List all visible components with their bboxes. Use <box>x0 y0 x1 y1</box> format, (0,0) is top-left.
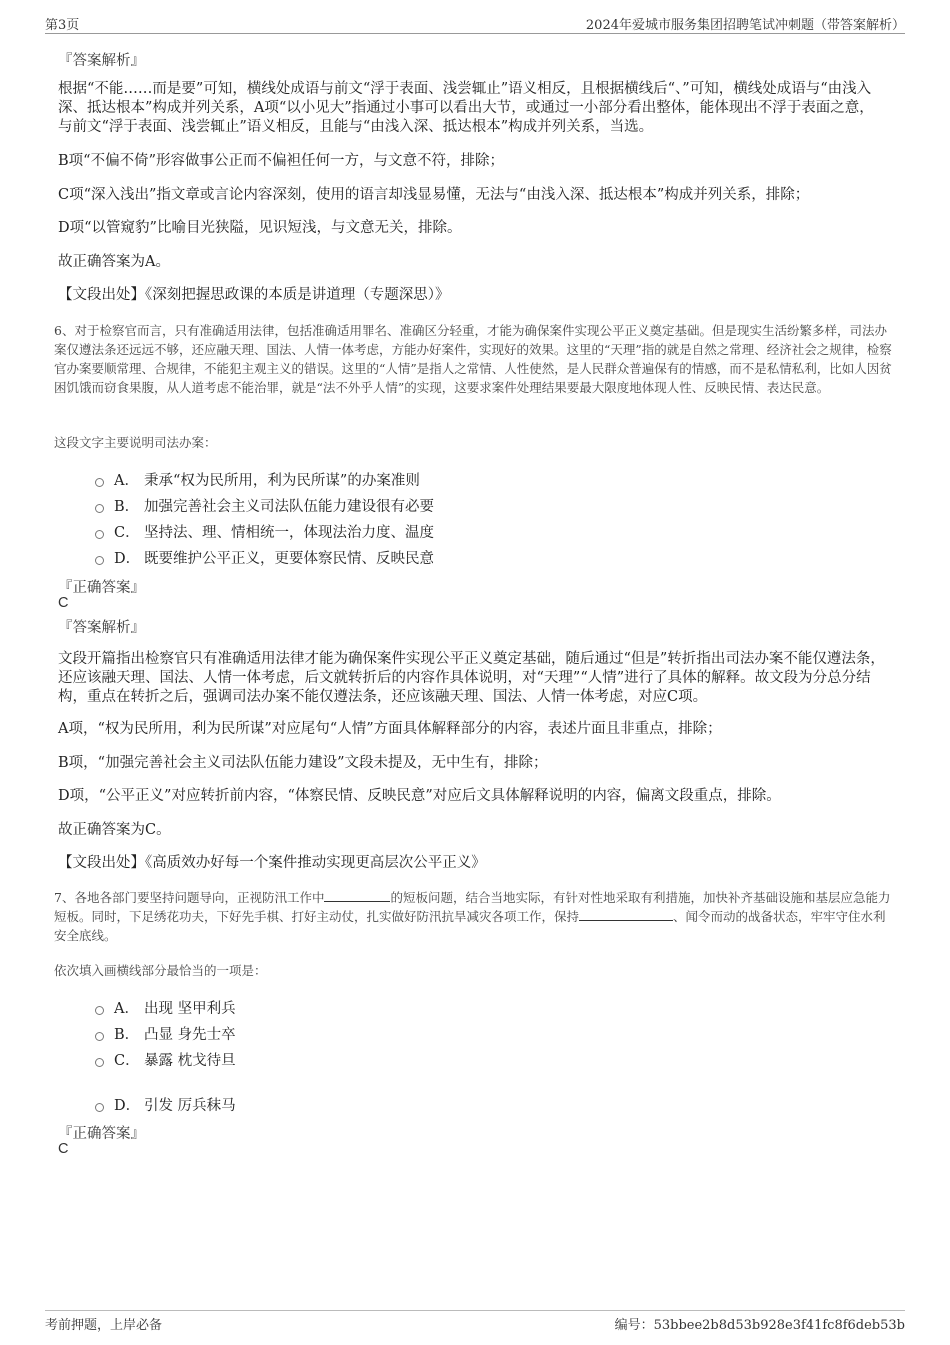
q7-stem-part: 7、各地各部门要坚持问题导向，正视防汛工作中 <box>54 890 325 905</box>
q7-option-d[interactable] <box>95 1094 236 1115</box>
option-key: A． <box>114 1001 139 1017</box>
q6-analysis-paragraph: B项，“加强完善社会主义司法队伍能力建设”文段未提及，无中生有，排除； <box>58 755 548 771</box>
q6-analysis-label: 『答案解析』 <box>58 620 145 636</box>
q6-option-a[interactable] <box>95 469 420 490</box>
option-text: 引发 厉兵秣马 <box>144 1098 236 1114</box>
radio-icon[interactable] <box>95 1058 104 1067</box>
q6-conclusion: 故正确答案为C。 <box>58 822 171 838</box>
radio-icon[interactable] <box>95 478 104 487</box>
q6-analysis-paragraph: A项，“权为民所用，利为民所谋”对应尾句“人情”方面具体解释部分的内容，表述片面且非重点，排除； <box>58 721 722 737</box>
option-text: 暴露 枕戈待旦 <box>144 1053 236 1069</box>
option-key: B． <box>114 1027 140 1043</box>
q5-analysis-paragraph: D项“以管窥豹”比喻目光狭隘，见识短浅，与文意无关，排除。 <box>58 220 462 236</box>
q5-analysis-paragraph: C项“深入浅出”指文章或言论内容深刻，使用的语言却浅显易懂，无法与“由浅入深、抵达根本”构成并列关系，排除； <box>58 187 810 203</box>
q7-option-c[interactable] <box>95 1049 236 1070</box>
header-divider <box>45 33 905 34</box>
q6-analysis-paragraph: 文段开篇指出检察官只有准确适用法律才能为确保案件实现公平正义奠定基础，随后通过“但是”转折指出司法办案不能仅遵法条，还应该融天理、国法、人情一体考虑，后文就转折后的内容作具体说明，对“天理”“人情”进行了具体的解释。故文段为分总分结构，重点在转折之后，强调司法办案不能仅遵法条，还应该融天理、国法、人情一体考虑，对应C项。 <box>58 651 885 705</box>
option-key: A． <box>114 473 139 489</box>
q5-analysis-paragraph: 根据“不能……而是要”可知，横线处成语与前文“浮于表面、浅尝辄止”语义相反，且根据横线后“、”可知，横线处成语与“由浅入深、抵达根本”构成并列关系，A项“以小见大”指通过小事可以看出大节，或通过一小部分看出整体，能体现出不浮于表面之意，与前文“浮于表面、浅尝辄止”语义相反，且能与“由浅入深、抵达根本”构成并列关系，当选。 <box>58 81 874 135</box>
q7-blank-1[interactable] <box>324 889 390 902</box>
q6-option-b[interactable] <box>95 495 434 516</box>
q6-option-c[interactable] <box>95 521 434 542</box>
footer-slogan: 考前押题，上岸必备 <box>45 1318 163 1333</box>
option-text: 加强完善社会主义司法队伍能力建设很有必要 <box>144 499 434 515</box>
q6-option-d[interactable] <box>95 547 434 568</box>
option-text: 出现 坚甲利兵 <box>144 1001 236 1017</box>
option-key: C． <box>114 525 140 541</box>
document-id: 编号：53bbee2b8d53b928e3f41fc8f6deb53b <box>614 1318 905 1333</box>
option-text: 坚持法、理、情相统一，体现法治力度、温度 <box>144 525 434 541</box>
q6-analysis-paragraph: D项，“公平正义”对应转折前内容，“体察民情、反映民意”对应后文具体解释说明的内容，偏离文段重点，排除。 <box>58 788 781 804</box>
radio-icon[interactable] <box>95 530 104 539</box>
document-title: 2024年爱城市服务集团招聘笔试冲刺题（带答案解析） <box>585 18 905 33</box>
q5-analysis-label: 『答案解析』 <box>58 53 145 69</box>
radio-icon[interactable] <box>95 1032 104 1041</box>
q7-stem <box>54 888 896 945</box>
option-key: D． <box>114 1098 141 1114</box>
q5-analysis-paragraph: B项“不偏不倚”形容做事公正而不偏袒任何一方，与文意不符，排除； <box>58 153 504 169</box>
q7-stem-part: 、闻令而动的战备状态，牢牢守住水利安全底线。 <box>54 909 886 943</box>
q6-question: 这段文字主要说明司法办案： <box>54 435 217 450</box>
q6-answer: C <box>58 595 69 611</box>
radio-icon[interactable] <box>95 504 104 513</box>
q7-answer-label: 『正确答案』 <box>58 1126 145 1142</box>
option-key: B． <box>114 499 140 515</box>
q7-answer: C <box>58 1141 69 1157</box>
radio-icon[interactable] <box>95 556 104 565</box>
option-text: 秉承“权为民所用，利为民所谋”的办案准则 <box>144 473 420 489</box>
q7-blank-2[interactable] <box>579 908 673 921</box>
q6-source: 【文段出处】《高质效办好每一个案件推动实现更高层次公平正义》 <box>58 855 486 871</box>
footer-divider <box>45 1310 905 1311</box>
q5-conclusion: 故正确答案为A。 <box>58 254 170 270</box>
option-text: 凸显 身先士卒 <box>144 1027 236 1043</box>
radio-icon[interactable] <box>95 1006 104 1015</box>
q6-stem: 6、对于检察官而言，只有准确适用法律，包括准确适用罪名、准确区分轻重，才能为确保案件实现公平正义奠定基础。但是现实生活纷繁多样，司法办案仅遵法条还远远不够，还应融天理、国法、人情一体考虑，方能办好案件，实现好的效果。这里的“天理”指的就是自然之常理、经济社会之规律，检察官办案要顺常理、合规律，不能犯主观主义的错误。这里的“人情”是指人之常情、人性使然，是人民群众普遍保有的情感，而不是私情私利，比如人因贫困饥饿而窃食果腹，从人道考虑不能治罪，就是“法不外乎人情”的实现，这要求案件处理结果要最大限度地体现人性、反映民情、表达民意。 <box>54 323 892 395</box>
page-number: 第3页 <box>45 18 80 33</box>
option-text: 既要维护公平正义，更要体察民情、反映民意 <box>144 551 434 567</box>
radio-icon[interactable] <box>95 1103 104 1112</box>
option-key: D． <box>114 551 141 567</box>
q7-option-b[interactable] <box>95 1023 236 1044</box>
option-key: C． <box>114 1053 140 1069</box>
q6-answer-label: 『正确答案』 <box>58 580 145 596</box>
q7-question: 依次填入画横线部分最恰当的一项是： <box>54 963 267 978</box>
q7-option-a[interactable] <box>95 997 236 1018</box>
q5-source: 【文段出处】《深刻把握思政课的本质是讲道理（专题深思）》 <box>58 287 450 303</box>
q7-stem-part: 的短板问题，结合当地实际，有针对性地采取有利措施，加快补齐基础设施和基层应急能力短板。同时，下足绣花功夫，下好先手棋、打好主动仗，扎实做好防汛抗旱减灾各项工作，保持 <box>54 890 891 924</box>
